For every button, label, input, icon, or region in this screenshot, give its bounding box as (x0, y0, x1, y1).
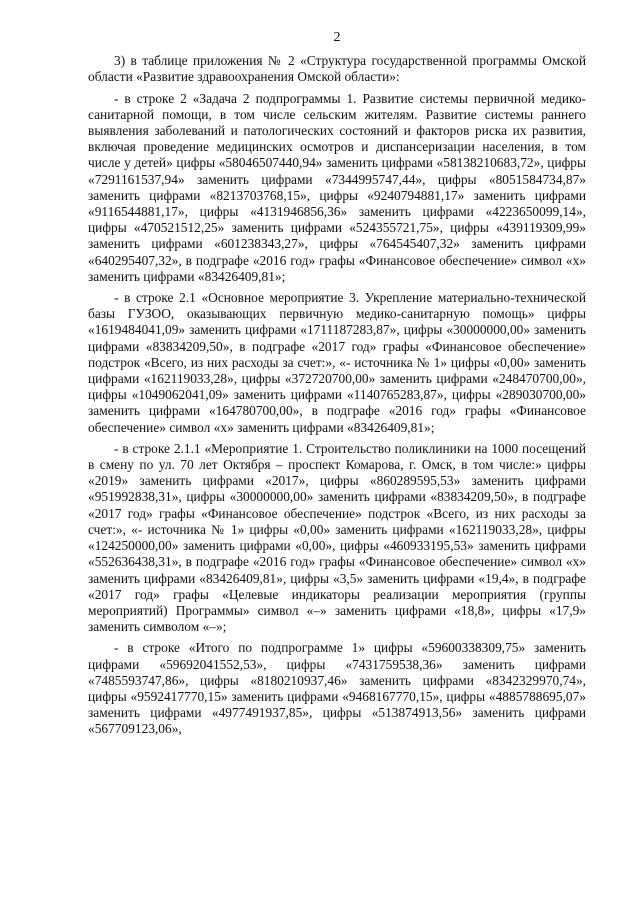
paragraph-table-intro: 3) в таблице приложения № 2 «Структура государственной программы Омской области «Развитие здравоохранения Омской области»: (88, 53, 586, 85)
page-number: 2 (333, 30, 341, 45)
paragraph-row-2: - в строке 2 «Задача 2 подпрограммы 1. Развитие системы первичной медико-санитарной помощи, в том числе сельским жителям. Развитие системы раннего выявления заболеваний и патологических состояний и факторов риска их развития, включая проведение медицинских осмотров и диспансеризации населения, в том числе у детей» цифры «58046507440,94» заменить цифрами «58138210683,72», цифры «7291161537,94» заменить цифрами «7344995747,44», цифры «8051584734,87» заменить цифрами «8213703768,15», цифры «9240794881,17» заменить цифрами «9116544881,17», цифры «4131946856,36» заменить цифрами «4223650099,14», цифры «470521512,25» заменить цифрами «524355721,75», цифры «439119309,99» заменить цифрами «601238343,27», цифры «764545407,32» заменить цифрами «640295407,32», в подграфе «2016 год» графы «Финансовое обеспечение» символ «х» заменить цифрами «83426409,81»; (88, 90, 586, 284)
document-page (88, 30, 586, 738)
paragraph-subprogram-total: - в строке «Итого по подпрограмме 1» цифры «59600338309,75» заменить цифрами «59692041552,53», цифры «7431759538,36» заменить цифрами «7485593747,86», цифры «8180210937,46» заменить цифрами «8342329970,74», цифры «9592417770,15» заменить цифрами «9468167770,15», цифры «4885788695,07» заменить цифрами «4977491937,85», цифры «513874913,56» заменить цифрами «567709123,06», (88, 640, 586, 737)
paragraph-row-2-1-1: - в строке 2.1.1 «Мероприятие 1. Строительство поликлиники на 1000 посещений в смену по ул. 70 лет Октября – проспект Комарова, г. Омск, в том числе:» цифры «2019» заменить цифрами «2017», цифры «860289595,53» заменить цифрами «951992838,31», цифры «30000000,00» заменить цифрами «83834209,50», в подграфе «2017 год» графы «Финансовое обеспечение» подстрок «Всего, из них расходы за счет:», «- источника № 1» цифры «0,00» заменить цифрами «162119033,28», цифры «124250000,00» заменить цифрами «0,00», цифры «460933195,53» заменить цифрами «552636438,31», в подграфе «2016 год» графы «Финансовое обеспечение» символ «х» заменить цифрами «83426409,81», цифры «3,5» заменить цифрами «19,4», в подграфе «2017 год» графы «Целевые индикаторы реализации мероприятия (группы мероприятий) Программы» символ «–» заменить цифрами «18,8», цифры «17,9» заменить символом «–»; (88, 440, 586, 635)
paragraph-row-2-1: - в строке 2.1 «Основное мероприятие 3. Укрепление материально-технической базы ГУЗОО, оказывающих первичную медико-санитарную помощь» цифры «1619484041,09» заменить цифрами «1711187283,87», цифры «30000000,00» заменить цифрами «83834209,50», в подграфе «2017 год» графы «Финансовое обеспечение» подстрок «Всего, из них расходы за счет:», «- источника № 1» цифры «0,00» заменить цифрами «162119033,28», цифры «372720700,00» заменить цифрами «248470700,00», цифры «1049062041,09» заменить цифрами «1140765283,87», цифры «289030700,00» заменить цифрами «164780700,00», в подграфе «2016 год» графы «Финансовое обеспечение» символ «х» заменить цифрами «83426409,81»; (88, 290, 586, 435)
